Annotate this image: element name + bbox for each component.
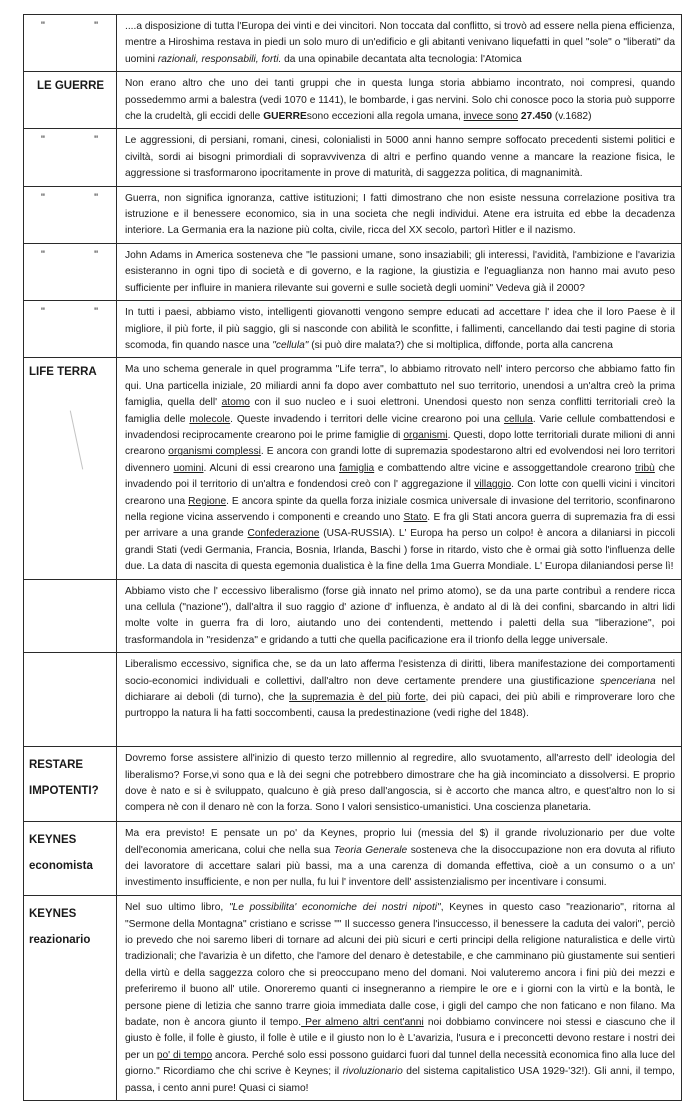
row-text: [117, 358, 682, 579]
italic-text: "cellula": [272, 339, 309, 351]
row-text: [117, 15, 682, 72]
row-label-empty: [24, 653, 117, 747]
underlined-text: Confederazione: [247, 528, 320, 540]
ditto-mark: ": [41, 20, 45, 32]
text-segment: (si può dire malata?) che si moltiplica, diffonde, porta alla cancrena: [308, 339, 613, 351]
table-row: [24, 653, 682, 747]
text-segment: (v.1682): [552, 111, 592, 123]
italic-text: rivoluzionario: [342, 1066, 403, 1078]
ditto-mark: ": [94, 306, 98, 319]
row-text: [117, 747, 682, 822]
text-segment: nel dichiarare ai deboli (di turno), che: [125, 675, 675, 704]
underlined-text: Regione: [188, 495, 227, 507]
text-segment: . E ancora spinte da quella forza iniziale cosmica universale di invasione del territorio, sconfinarono nella regione vicina asservendo i componenti e creando uno: [125, 495, 675, 523]
text-segment: Abbiamo visto che l' eccessivo liberalismo (forse già innato nel primo atomo), se da una parte contribuì a rendere ricca una cellula ("nazione"), dall'altra il suo raggio d' azione d' influenza, è andato al di là dei confini, sbarcando in altri lidi molte volte in guerra fra di loro, aiutando uno dei contendenti, mettendo i paletti della sua "liberazione", poi trasformandola in "residenza" e gridando a tutti che quella pacificazione era il trionfo della legge universale.: [125, 585, 675, 646]
text-segment: Ma era previsto! E pensate un po' da Keynes, proprio lui (messia del $) il grande rivoluzionario per due volte dell'economia americana, colui che nella sua: [125, 828, 675, 856]
text-segment: . Queste invadendo i territori delle vicine crearono poi una: [230, 413, 504, 425]
underlined-text: organismi: [403, 429, 448, 441]
text-segment: . Alcuni di essi crearono una: [203, 462, 340, 474]
underlined-text: tribù: [635, 462, 655, 474]
ditto-mark: ": [41, 248, 45, 261]
text-segment: Guerra, non significa ignoranza, cattive istituzioni; I fatti dimostrano che non esiste nessuna correlazione positiva tra istruzione e il benessere economico, sia in una societa che negli individui. Atene era istruita ed ebbe la decadenza interiore. La Germania era la nazione più colta, civile, ricca del XX secolo, partorì Hitler e il nazismo.: [125, 192, 675, 237]
row-label-ditto: [24, 15, 117, 72]
table-row: [24, 579, 682, 653]
text-segment: . Varie cellule combattendosi e invadendosi reciprocamente crearono poi le prime famiglie di: [125, 413, 676, 441]
underlined-text: Stato: [403, 511, 428, 523]
underlined-text: organismi complessi: [168, 446, 261, 458]
text-segment: . E fra gli Stati ancora guerra di supremazia fra di essi per arrivare a una grande: [125, 511, 675, 540]
text-segment: . E ancora con grandi lotte di supremazia spodestarono altri ed evolvendosi nei loro territori divennero: [125, 446, 675, 474]
italic-text: spenceriana: [600, 675, 656, 687]
text-segment: (USA-RUSSIA). L' Europa ha perso un colpo! è ancora a dilaniarsi in piccoli grandi Stati (vedi Germania, Francia, Bosnia, Irlanda, Baschi ) forse in ritardo, visto che è ormai già sotto l'influenza delle due. La data di nascita di questa egemonia dualistica è la fine della 1ma Guerra Mondiale. L' Europa dilaniandosi perse lì!: [125, 528, 675, 573]
document-page: [23, 14, 682, 1101]
text-segment: sosteneva che la disoccupazione non era dovuta al rifiuto dei lavoratore di accettare salari più bassi, ma a una carenza di domanda effettiva, cioè a un consumo o a un' investimento insufficiente, e non per nulla, fu lui l' inventore dell' assistenzialismo per incentivare i consumi.: [125, 844, 675, 889]
table-row: [24, 747, 682, 822]
text-segment: e combattendo altre vicine e assoggettandole crearono: [374, 462, 636, 474]
underlined-text: la supremazia è del più forte: [289, 692, 426, 704]
ditto-mark: ": [94, 248, 98, 261]
text-segment: ancora. Perché solo essi possono guidarci fuori dal tunnel della necessità economica fino alla luce del giorno." Ricordiamo che chi scrive è Keynes; il: [125, 1049, 676, 1078]
row-text: [117, 579, 682, 653]
bold-text: 27.450: [520, 111, 553, 123]
ditto-mark: ": [41, 134, 45, 147]
table-row: [24, 301, 682, 358]
row-label-ditto: [24, 186, 117, 243]
text-segment: Le aggressioni, di persiani, romani, cinesi, colonialisti in 5000 anni hanno sempre soffocato precedenti sistemi politici e civiltà, sordi ai bisogni primordiali di sopravvivenza di altri e perfino quando venne a mancare la reazione fisica, le aggressione si trasformarono ipocritamente in prove di maturità, di saggezza politica, di magnanimità.: [125, 135, 675, 180]
underlined-text: villaggio: [474, 479, 512, 491]
row-label-ditto: [24, 301, 117, 358]
underlined-text: cellula: [503, 413, 533, 425]
underlined-text: molecole: [189, 413, 231, 425]
text-segment: Liberalismo eccessivo, significa che, se da un lato afferma l'esistenza di diritti, libera manifestazione dei comportamenti socio-economici individuali e collettivi, dall'altro non deve certamente prendere una giustificazione: [125, 659, 675, 687]
text-segment: . Con lotte con quelli vicini i vincitori crearono una: [125, 479, 675, 507]
row-text: [117, 129, 682, 186]
row-text: [117, 243, 682, 300]
table-row: [24, 822, 682, 896]
row-text: [117, 186, 682, 243]
row-text: [117, 72, 682, 129]
text-segment: In tutti i paesi, abbiamo visto, intelligenti giovanotti vengono sempre educati ad accettare l' idea che il loro Paese è il migliore, il più forte, il più saggio, gli si nasconde con abilità le sconfitte, i fallimenti, cancellando dai testi pagine di storia scomoda, fin quando nasce una: [125, 307, 675, 351]
ditto-mark: ": [94, 20, 98, 32]
text-segment: Nel suo ultimo libro,: [125, 902, 229, 914]
text-segment: , dei più capaci, dei più abili e rimproverare loro che purtroppo la natura li ha fatti soccombenti, causa la predestinazione (vedi righe del 1848).: [125, 692, 675, 720]
text-segment: sono eccezioni alla regola umana,: [306, 111, 464, 123]
text-segment: Ma uno schema generale in quel programma "Life terra", lo abbiamo ritrovato nell' intero percorso che abbiamo fatto fin qui. Una particella iniziale, 20 miliardi anni fa dopo aver combattuto nel suo territorio, unendosi a un'altra creò la prima famiglia, quella dell': [125, 364, 675, 409]
text-segment: con il suo nucleo e i suoi elettroni. Unendosi questo non senza conflitti territoriali creò la famiglia delle: [125, 397, 675, 425]
row-label: KEYNES economista: [24, 822, 117, 896]
underlined-text: invece sono: [463, 111, 519, 123]
table-row: [24, 896, 682, 1101]
row-label: RESTARE IMPOTENTI?: [24, 747, 117, 822]
table-row: [24, 72, 682, 129]
ditto-mark: ": [41, 306, 45, 319]
row-label: LIFE TERRA: [24, 358, 117, 579]
table-row: [24, 186, 682, 243]
row-text: [117, 896, 682, 1101]
italic-text: razionali, responsabili, forti.: [157, 53, 282, 65]
underlined-text: Per almeno altri cent'anni: [301, 1017, 424, 1029]
text-segment: del sistema capitalistico USA 1929-'32!). Gli anni, il tempo, passa, i cento anni pure! Quasi ci siamo!: [125, 1066, 676, 1094]
underlined-text: po' di tempo: [156, 1049, 213, 1061]
text-segment: Non erano altro che uno dei tanti gruppi che in questa lunga storia abbiamo incontrato, noi compresi, quando possedemmo armi a balestra (vedi 1070 e 1141), le bombarde, i gas nervini. Solo chi conosce poco la storia può supporre che la crudeltà, gli eccidi delle: [125, 78, 675, 123]
table-row: [24, 243, 682, 300]
underlined-text: famiglia: [339, 462, 375, 474]
text-segment: noi dobbiamo convincere noi stessi e ciascuno che il giusto è folle, il folle è giusto, il folle è utile e il giusto non lo è L'avarizia, l'usura e i preconcetti devono restare i nostri dei per un: [125, 1017, 676, 1061]
text-segment: Dovremo forse assistere all'inizio di questo terzo millennio al regredire, allo svuotamento, all'arresto dell' ideologia del liberalismo? Forse,vi sono qua e là dei segni che potrebbero dimostrare che ha già incominciato a dissolversi. E proprio dove è nato e si è sviluppato, qualcuno è già preso dall'angoscia, si è accorto che manca altro, e quest'altro non lo si compera nè con il denaro nè con la forza. Sono I valori sensistico-umanistici. Una coscienza planetaria.: [125, 753, 675, 814]
italic-text: "Le possibilita' economiche dei nostri nipoti": [228, 902, 441, 914]
history-table: [23, 14, 682, 1101]
text-segment: che invadendo poi il territorio di un'altra e fondendosi creò con l' aggregazione il: [125, 462, 676, 491]
table-row: [24, 129, 682, 186]
row-text: [117, 653, 682, 747]
row-label: LE GUERRE: [24, 72, 117, 129]
row-text: [117, 301, 682, 358]
text-segment: ....a disposizione di tutta l'Europa dei vinti e dei vincitori. Non toccata dal conflitto, si trovò ad essere nella piena efficienza, mentre a Hiroshima restava in piedi un solo muro di un'edificio e gli abitanti venivano liquefatti in quel "sole" o "liberati" da uomini: [125, 21, 675, 65]
row-label: KEYNES reazionario: [24, 896, 117, 1101]
table-row: [24, 15, 682, 72]
ditto-mark: ": [41, 191, 45, 204]
underlined-text: atomo: [221, 397, 250, 409]
ditto-mark: ": [94, 134, 98, 147]
text-segment: da una opinabile decantata alta tecnologia: l'Atomica: [281, 53, 522, 65]
text-segment: . Questi, dopo lotte territoriali durate milioni di anni crearono: [125, 429, 675, 458]
row-text: [117, 822, 682, 896]
italic-text: Teoria Generale: [333, 844, 408, 856]
underlined-text: uomini: [173, 462, 204, 474]
row-label-empty: [24, 579, 117, 653]
bold-text: GUERRE: [263, 111, 307, 123]
ditto-mark: ": [94, 191, 98, 204]
row-label-ditto: [24, 129, 117, 186]
text-segment: John Adams in America sosteneva che "le passioni umane, sono insaziabili; gli interessi, l'avidità, l'ambizione e l'avarizia esisteranno in ogni tipo di società e di governo, e la ragione, la giustizia e l'eguaglianza non hanno mai avuto peso sufficiente per influire in maniera rilevante sui governi e sulle società degli uomini" Vedeva già il 2000?: [125, 249, 675, 294]
row-label-ditto: [24, 243, 117, 300]
table-row: [24, 358, 682, 579]
text-segment: , Keynes in questo caso "reazionario", ritorna al "Sermone della Montagna" cristiano e scrisse "" Il successo genera l'insuccesso, il benessere la caduta dei valori", perciò io prevedo che noi saremo liberi di tornare ad alcuni dei più sicuri e certi principi della religione naturalistica e delle virtù tradizionali; che l'avarizia è un difetto, che l'amore del denaro è detestabile, e che camminano più giustamente sui sentieri della virtù e della saggezza coloro che si preoccupano meno del domani. Noi valuteremo ancora i fini più dei mezzi e preferiremo il buono all' utile. Onoreremo quanti ci insegneranno a riempire le ore e i giorni con la virtù e la bontà, le persone piene di letizia che sanno trarre gioia immediata dalle cose, i gigli del campo che non faticano e non filano. Ma badate, non è ancora giunto il tempo.: [125, 902, 675, 1029]
